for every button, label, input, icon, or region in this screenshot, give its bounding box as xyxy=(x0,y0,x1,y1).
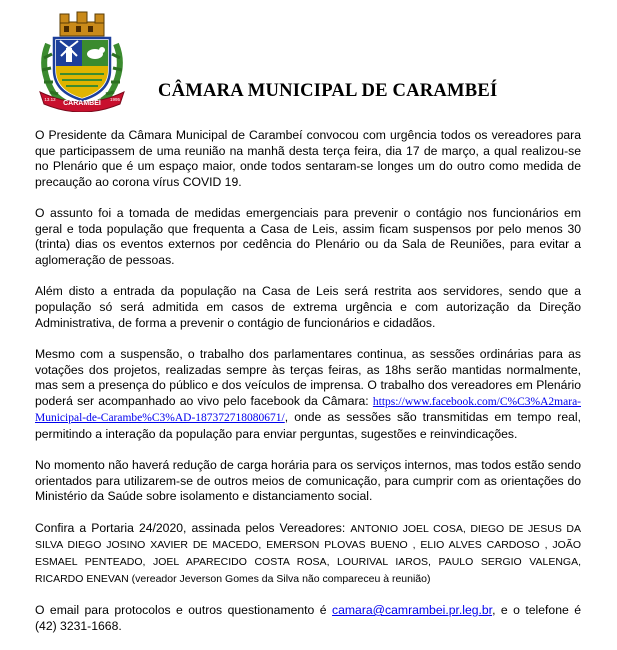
paragraph-4-text-end: , onde as sessões são transmitidas em tempo real, permitindo a interação da população para enviar perguntas, sugestões e reinvindicações. xyxy=(35,410,581,441)
portaria-intro: Confira a Portaria 24/2020, assinada pelos Vereadores: xyxy=(35,520,351,535)
page-title: CÂMARA MUNICIPAL DE CARAMBEÍ xyxy=(158,80,498,101)
paragraph-3: Além disto a entrada da população na Casa de Leis será restrita aos servidores, sendo que a população só será admitida em casos de extrema urgência e com autorização da Direção Administrativa, de forma a prevenir o contágio de funcionários e cidadãos. xyxy=(35,284,581,330)
paragraph-7 xyxy=(35,603,581,634)
paragraph-5: No momento não haverá redução de carga horária para os serviços internos, mas todos estão sendo orientados para utilizarem-se de outros meios de comunicação, para cumprir com as orientações do Ministério da Saúde sobre isolamento e distanciamento social. xyxy=(35,458,581,504)
crest-label: CARAMBEÍ xyxy=(63,100,101,107)
paragraph-2: O assunto foi a tomada de medidas emergenciais para prevenir o contágio nos funcionários em geral e toda população que frequenta a Casa de Leis, assim ficam suspensos por pelo menos 30 (trinta) dias os eventos externos por cedência do Plenário ou da Sala de Reuniões, para evitar a aglomeração de pessoas. xyxy=(35,206,581,267)
document-header xyxy=(30,8,590,112)
paragraph-6 xyxy=(35,521,581,587)
paragraph-4-text-start: Mesmo com a suspensão, o trabalho dos parlamentares continua, as sessões ordinárias para as votações dos projetos, realizadas sempre às terças feiras, as 18hs serão mantidas normalmente, mas sem a presença do público e dos veículos de imprensa. O trabalho dos vereadores em Plenário poderá ser acompanhado ao vivo pelo facebook da Câmara: xyxy=(35,346,581,408)
coat-of-arms xyxy=(30,8,134,112)
contact-text-start: O email para protocolos e outros questionamento é xyxy=(35,603,333,618)
crest-year-right: 1995 xyxy=(109,97,121,102)
signatories-list: ANTONIO JOEL COSA, DIEGO DE JESUS DA SILVA DIEGO JOSINO XAVIER DE MACEDO, EMERSON PLOVAS BUENO , ELIO ALVES CARDOSO , JOÃO ESMAEL PENTEADO, JOEL APARECIDO COSTA ROSA, LOURIVAL IAROS, PAULO SERGIO VALENGA, RICARDO ENEVAN (vereador Jeverson Gomes da Silva não compareceu à reunião) xyxy=(35,522,582,585)
document-body xyxy=(35,128,581,650)
email-link[interactable]: camara@camrambei.pr.leg.br xyxy=(332,603,493,618)
paragraph-1: O Presidente da Câmara Municipal de Carambeí convocou com urgência todos os vereadores para que participassem de uma reunião na manhã desta terça feira, dia 17 de março, a qual realizou-se no Plenário que é um espaço maior, onde todos sentaram-se longes um do outro como medida de precaução ao corona vírus COVID 19. xyxy=(35,128,581,189)
facebook-link[interactable]: https://www.facebook.com/C%C3%A2mara-Municipal-de-Carambe%C3%AD-187372718080671/ xyxy=(35,395,581,425)
crest-year-left: 13.12 xyxy=(44,97,56,102)
contact-text-end: , e o telefone é (42) 3231-1668. xyxy=(35,603,581,633)
paragraph-4 xyxy=(35,347,581,443)
